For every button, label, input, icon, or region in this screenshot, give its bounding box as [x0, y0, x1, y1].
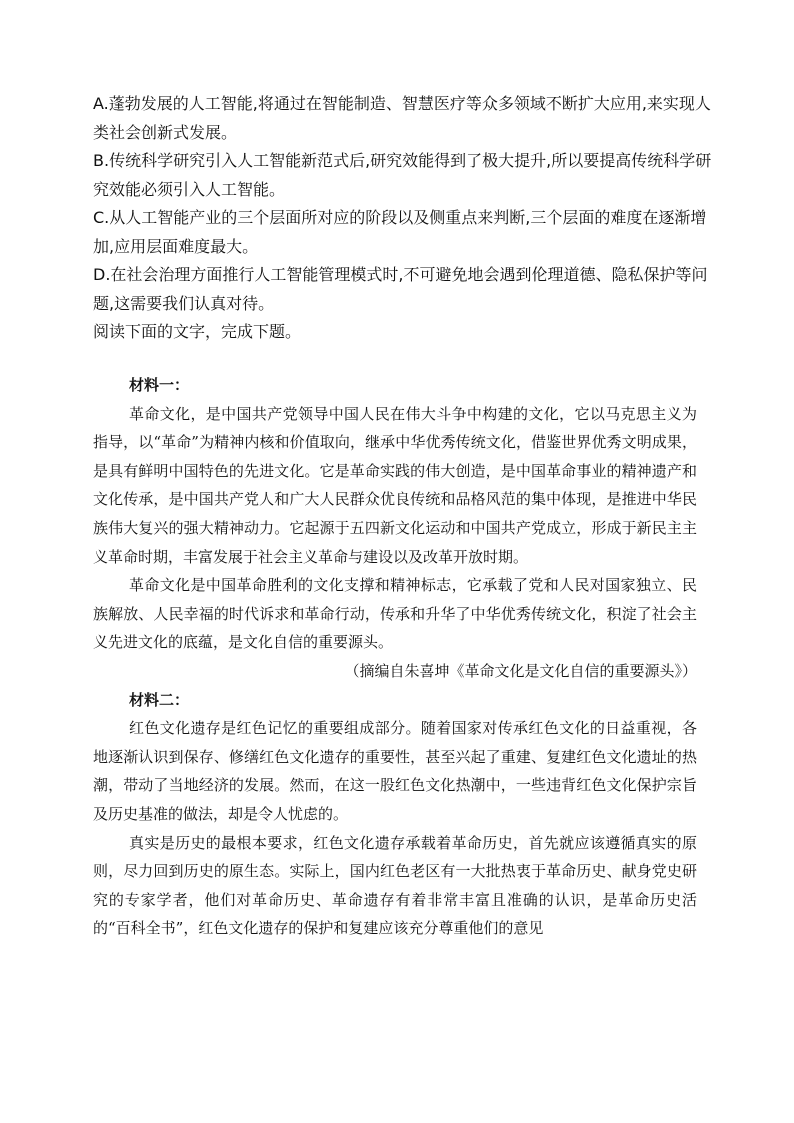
- material-one-heading: 材料一：: [129, 376, 190, 394]
- option-text: 传统科学研究引入人工智能新范式后,研究效能得到了极大提升,所以要提高传统科学研究效能必须引入人工智能。: [93, 151, 712, 199]
- option-a: [93, 90, 713, 147]
- answer-options: [93, 90, 713, 347]
- reading-materials: [93, 371, 697, 943]
- material-two-heading: 材料二：: [129, 690, 190, 709]
- option-letter: D.: [93, 265, 111, 284]
- material-two-paragraph: 红色文化遗存是红色记忆的重要组成部分。随着国家对传承红色文化的日益重视，各地逐渐认识到保存、修缮红色文化遗存的重要性，甚至兴起了重建、复建红色文化遗址的热潮，带动了当地经济的发展。然而，在这一股红色文化热潮中，一些违背红色文化保护宗旨及历史基准的做法，却是令人忧虑的。: [93, 719, 697, 823]
- option-c: [93, 204, 713, 261]
- option-text: 蓬勃发展的人工智能,将通过在智能制造、智慧医疗等众多领域不断扩大应用,来实现人类社会创新式发展。: [93, 94, 711, 142]
- option-b: [93, 147, 713, 204]
- option-letter: B.: [93, 151, 110, 170]
- material-one-paragraph: 革命文化是中国革命胜利的文化支撑和精神标志，它承载了党和人民对国家独立、民族解放、人民幸福的时代诉求和革命行动，传承和升华了中华优秀传统文化，积淀了社会主义先进文化的底蕴，是文化自信的重要源头。: [93, 576, 697, 652]
- option-letter: C.: [93, 208, 110, 227]
- reading-instruction: 阅读下面的文字，完成下题。: [93, 322, 302, 341]
- material-two-paragraph: 真实是历史的最根本要求，红色文化遗存承载着革命历史，首先就应该遵循真实的原则，尽力回到历史的原生态。实际上，国内红色老区有一大批热衷于革命历史、献身党史研究的专家学者，他们对革命历史、革命遗存有着非常丰富且准确的认识，是革命历史活的“百科全书”，红色文化遗存的保护和复建应该充分尊重他们的意见: [93, 833, 697, 938]
- option-d: [93, 261, 713, 318]
- material-one-paragraph: 革命文化，是中国共产党领导中国人民在伟大斗争中构建的文化，它以马克思主义为指导，以“革命”为精神内核和价值取向，继承中华优秀传统文化，借鉴世界优秀文明成果，是具有鲜明中国特色的先进文化。它是革命实践的伟大创造，是中国革命事业的精神遗产和文化传承，是中国共产党人和广大人民群众优良传统和品格风范的集中体现，是推进中华民族伟大复兴的强大精神动力。它起源于五四新文化运动和中国共产党成立，形成于新民主主义革命时期，丰富发展于社会主义革命与建设以及改革开放时期。: [93, 404, 697, 566]
- option-letter: A.: [93, 94, 109, 113]
- option-text: 在社会治理方面推行人工智能管理模式时,不可避免地会遇到伦理道德、隐私保护等问题,这需要我们认真对待。: [93, 265, 708, 313]
- option-text: 从人工智能产业的三个层面所对应的阶段以及侧重点来判断,三个层面的难度在逐渐增加,应用层面难度最大。: [93, 208, 707, 256]
- material-one-source: （摘编自朱喜坤《革命文化是文化自信的重要源头》）: [344, 661, 697, 680]
